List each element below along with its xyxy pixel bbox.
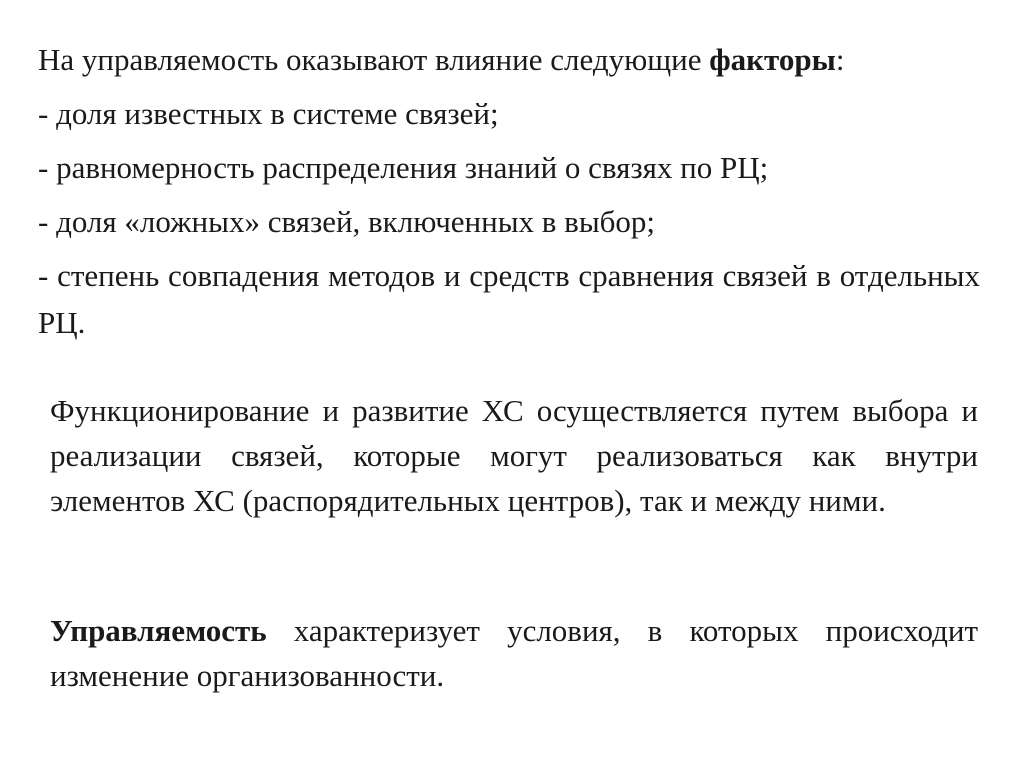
factors-intro-start: На управляемость оказывают влияние следующие bbox=[38, 42, 710, 77]
factors-intro-bold: факторы bbox=[709, 42, 836, 77]
functioning-paragraph: Функционирование и развитие ХС осуществляется путем выбора и реализации связей, которые могут реализоваться как внутри элементов ХС (распорядительных центров), так и между ними. bbox=[50, 393, 978, 518]
factor-item: - равномерность распределения знаний о связях по РЦ; bbox=[38, 150, 769, 185]
factor-item: - доля известных в системе связей; bbox=[38, 96, 499, 131]
controllability-section bbox=[50, 608, 978, 698]
controllability-paragraph bbox=[50, 608, 978, 698]
functioning-section bbox=[50, 388, 978, 523]
controllability-text: характеризует условия, в которых происходит изменение организованности. bbox=[50, 613, 978, 693]
factors-section bbox=[38, 36, 980, 346]
factors-intro-end: : bbox=[835, 42, 845, 77]
factor-item: - доля «ложных» связей, включенных в выбор; bbox=[38, 204, 656, 239]
controllability-term: Управляемость bbox=[50, 613, 267, 648]
factors-intro bbox=[38, 36, 980, 83]
factor-item: - степень совпадения методов и средств сравнения связей в отдельных РЦ. bbox=[38, 258, 980, 340]
